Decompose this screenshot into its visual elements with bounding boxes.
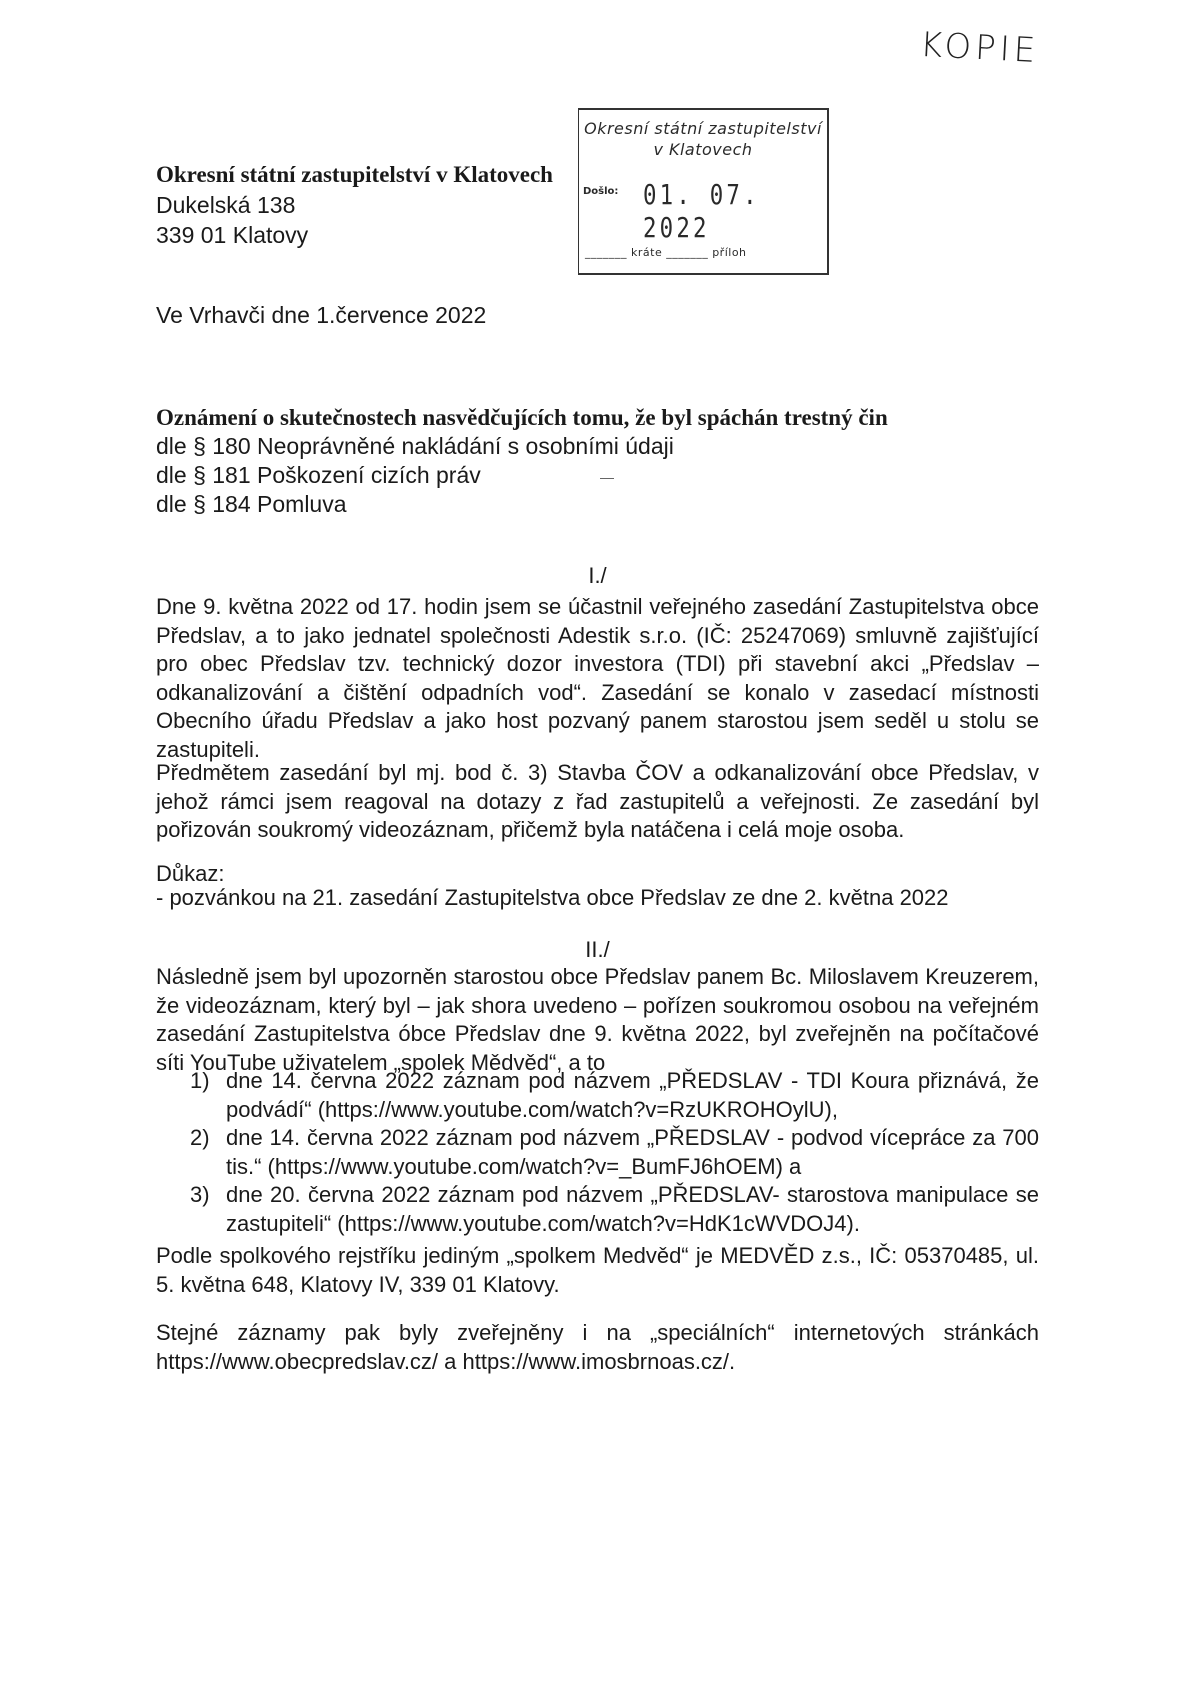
evidence-label: Důkaz:	[156, 861, 225, 886]
recipient-city: 339 01 Klatovy	[156, 222, 309, 248]
stamp-office	[579, 118, 827, 160]
stamp-received-label: Došlo:	[583, 186, 619, 197]
list-item-number: 3)	[190, 1182, 210, 1207]
list-item	[190, 1181, 1039, 1238]
video-list	[190, 1067, 1039, 1238]
list-item-number: 1)	[190, 1068, 210, 1093]
list-item-text: dne 20. června 2022 záznam pod názvem „PŘEDSLAV- starostova manipulace se zastupiteli“ (https://www.youtube.com/watch?v=HdK1cWVDOJ4).	[226, 1182, 1039, 1236]
evidence-item: - pozvánkou na 21. zasedání Zastupitelstva obce Předslav ze dne 2. května 2022	[156, 885, 949, 910]
paragraph: Následně jsem byl upozorněn starostou obce Předslav panem Bc. Miloslavem Kreuzerem, že videozáznam, který byl – jak shora uvedeno – pořízen soukromou osobou na veřejném zasedání Zastupitelstva óbce Předslav dne 9. května 2022, byl zveřejněn na počítačové síti YouTube uživatelem „spolek Mědvěd“, a to	[156, 964, 1039, 1075]
recipient-street: Dukelská 138	[156, 192, 296, 218]
subject-block	[156, 403, 888, 519]
subject-line: dle § 180 Neoprávněné nakládání s osobními údaji	[156, 433, 674, 459]
paragraph: Podle spolkového rejstříku jediným „spolkem Medvěd“ je MEDVĚD z.s., IČ: 05370485, ul. 5. května 648, Klatovy IV, 339 01 Klatovy.	[156, 1243, 1039, 1297]
list-item-text: dne 14. června 2022 záznam pod názvem „PŘEDSLAV - TDI Koura přiznává, že podvádí“ (https://www.youtube.com/watch?v=RzUKROHOylU),	[226, 1068, 1039, 1122]
subject-title: Oznámení o skutečnostech nasvědčujících tomu, že byl spáchán trestný čin	[156, 405, 888, 430]
recipient-address	[156, 160, 553, 250]
list-item	[190, 1067, 1039, 1124]
section-number: II./	[585, 937, 610, 962]
stamp-office-line2: v Klatovech	[653, 140, 753, 159]
stamp-bottom-line: _______ kráte _______ příloh	[585, 246, 747, 259]
paragraph: Dne 9. května 2022 od 17. hodin jsem se účastnil veřejného zasedání Zastupitelstva obce Předslav, a to jako jednatel společnosti Adestik s.r.o. (IČ: 25247069) smluvně zajišťující pro obec Předslav tzv. technický dozor investora (TDI) při stavební akci „Předslav – odkanalizování a čištění odpadních vod“. Zasedání se konalo v zasedací místnosti Obecního úřadu Předslav a jako host pozvaný panem starostou jsem seděl u stolu se zastupiteli.	[156, 594, 1039, 762]
stray-dash-mark	[600, 478, 614, 479]
stamp-office-line1: Okresní státní zastupitelství	[584, 119, 822, 138]
list-item-number: 2)	[190, 1125, 210, 1150]
list-item	[190, 1124, 1039, 1181]
recipient-name: Okresní státní zastupitelství v Klatovech	[156, 162, 553, 187]
paragraph: Stejné záznamy pak byly zveřejněny i na „speciálních“ internetových stránkách https://www.obecpredslav.cz/ a https://www.imosbrnoas.cz/.	[156, 1320, 1039, 1374]
stamp-date: 01. 07. 2022	[643, 178, 760, 244]
list-item-text: dne 14. června 2022 záznam pod názvem „PŘEDSLAV - podvod vícepráce za 700 tis.“ (https://www.youtube.com/watch?v=_BumFJ6hOEM) a	[226, 1125, 1039, 1179]
section-number: I./	[588, 563, 607, 588]
subject-line: dle § 184 Pomluva	[156, 491, 347, 517]
received-stamp	[578, 108, 829, 275]
place-and-date: Ve Vrhavči dne 1.července 2022	[156, 302, 487, 328]
subject-line: dle § 181 Poškození cizích práv	[156, 462, 481, 488]
handwritten-kopie-mark: KOPIE	[919, 24, 1041, 72]
paragraph: Předmětem zasedání byl mj. bod č. 3) Stavba ČOV a odkanalizování obce Předslav, v jehož rámci jsem reagoval na dotazy z řad zastupitelů a veřejnosti. Ze zasedání byl pořizován soukromý videozáznam, přičemž byla natáčena i celá moje osoba.	[156, 760, 1039, 842]
